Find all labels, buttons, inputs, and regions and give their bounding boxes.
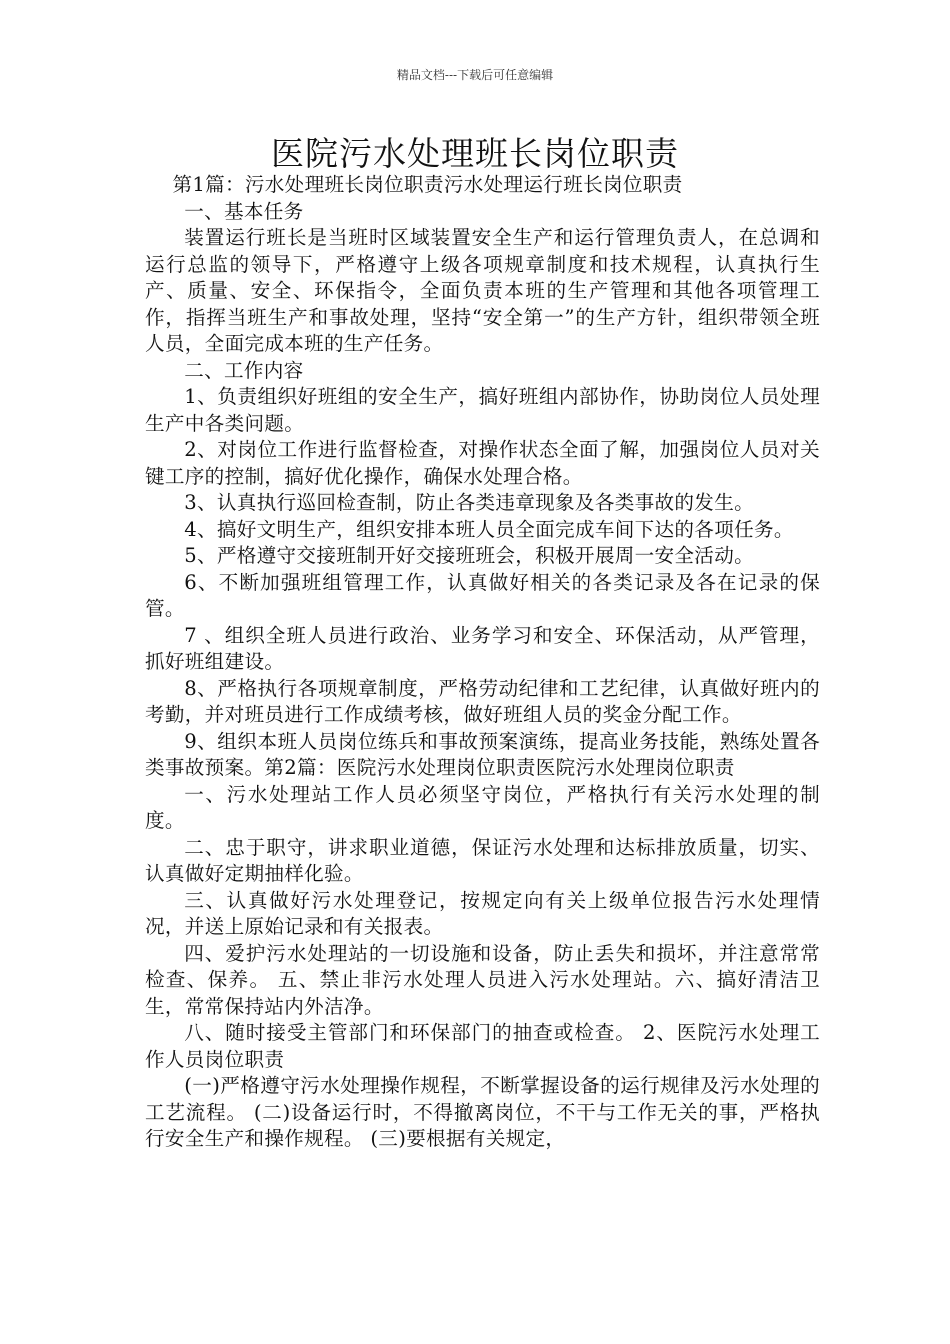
list-item: 八、随时接受主管部门和环保部门的抽查或检查。 2、医院污水处理工作人员岗位职责 bbox=[145, 1021, 820, 1071]
list-item: 6、不断加强班组管理工作，认真做好相关的各类记录及各在记录的保管。 bbox=[145, 570, 820, 620]
list-item: 8、严格执行各项规章制度，严格劳动纪律和工艺纪律，认真做好班内的考勤，并对班员进行工作成绩考核，做好班组人员的奖金分配工作。 bbox=[145, 676, 820, 726]
list-item: 二、忠于职守，讲求职业道德，保证污水处理和达标排放质量，切实、认真做好定期抽样化验。 bbox=[145, 835, 820, 885]
list-item: 2、对岗位工作进行监督检查，对操作状态全面了解，加强岗位人员对关键工序的控制，搞好优化操作，确保水处理合格。 bbox=[145, 438, 820, 488]
header-watermark: 精品文档---下载后可任意编辑 bbox=[396, 68, 554, 82]
list-item: 1、负责组织好班组的安全生产，搞好班组内部协作，协助岗位人员处理生产中各类问题。 bbox=[145, 385, 820, 435]
list-item: 4、搞好文明生产，组织安排本班人员全面完成车间下达的各项任务。 bbox=[184, 517, 794, 541]
heading-work-content: 二、工作内容 bbox=[184, 358, 304, 382]
list-item: 一、污水处理站工作人员必须坚守岗位，严格执行有关污水处理的制度。 bbox=[145, 782, 820, 832]
list-item: 3、认真执行巡回检查制，防止各类违章现象及各类事故的发生。 bbox=[184, 491, 754, 514]
list-item: 四、爱护污水处理站的一切设施和设备，防止丢失和损坏，并注意常常检查、保养。 五、禁止非污水处理人员进入污水处理站。六、搞好清洁卫生，常常保持站内外洁净。 bbox=[145, 941, 820, 1018]
section-heading-part-1: 第1篇：污水处理班长岗位职责污水处理运行班长岗位职责 bbox=[172, 173, 683, 196]
list-item: 9、组织本班人员岗位练兵和事故预案演练，提高业务技能，熟练处置各类事故预案。第2篇：医院污水处理岗位职责医院污水处理岗位职责 bbox=[145, 729, 820, 779]
list-item: 7 、组织全班人员进行政治、业务学习和安全、环保活动，从严管理，抓好班组建设。 bbox=[145, 623, 820, 673]
document-title: 医院污水处理班长岗位职责 bbox=[271, 134, 679, 173]
heading-basic-tasks: 一、基本任务 bbox=[184, 199, 304, 223]
list-item: 5、严格遵守交接班制开好交接班班会，积极开展周一安全活动。 bbox=[184, 544, 754, 567]
document-body bbox=[145, 172, 820, 1153]
list-item: (一)严格遵守污水处理操作规程，不断掌握设备的运行规律及污水处理的工艺流程。 (二)设备运行时，不得撤离岗位，不干与工作无关的事，严格执行安全生产和操作规程。 (三)要根据有关规定， bbox=[145, 1074, 820, 1150]
paragraph: 装置运行班长是当班时区域装置安全生产和运行管理负责人，在总调和运行总监的领导下，严格遵守上级各项规章制度和技术规程，认真执行生产、质量、安全、环保指令，全面负责本班的生产管理和其他各项管理工作，指挥当班生产和事故处理，坚持“安全第一”的生产方针，组织带领全班人员，全面完成本班的生产任务。 bbox=[145, 226, 820, 355]
list-item: 三、认真做好污水处理登记，按规定向有关上级单位报告污水处理情况，并送上原始记录和有关报表。 bbox=[145, 888, 820, 938]
